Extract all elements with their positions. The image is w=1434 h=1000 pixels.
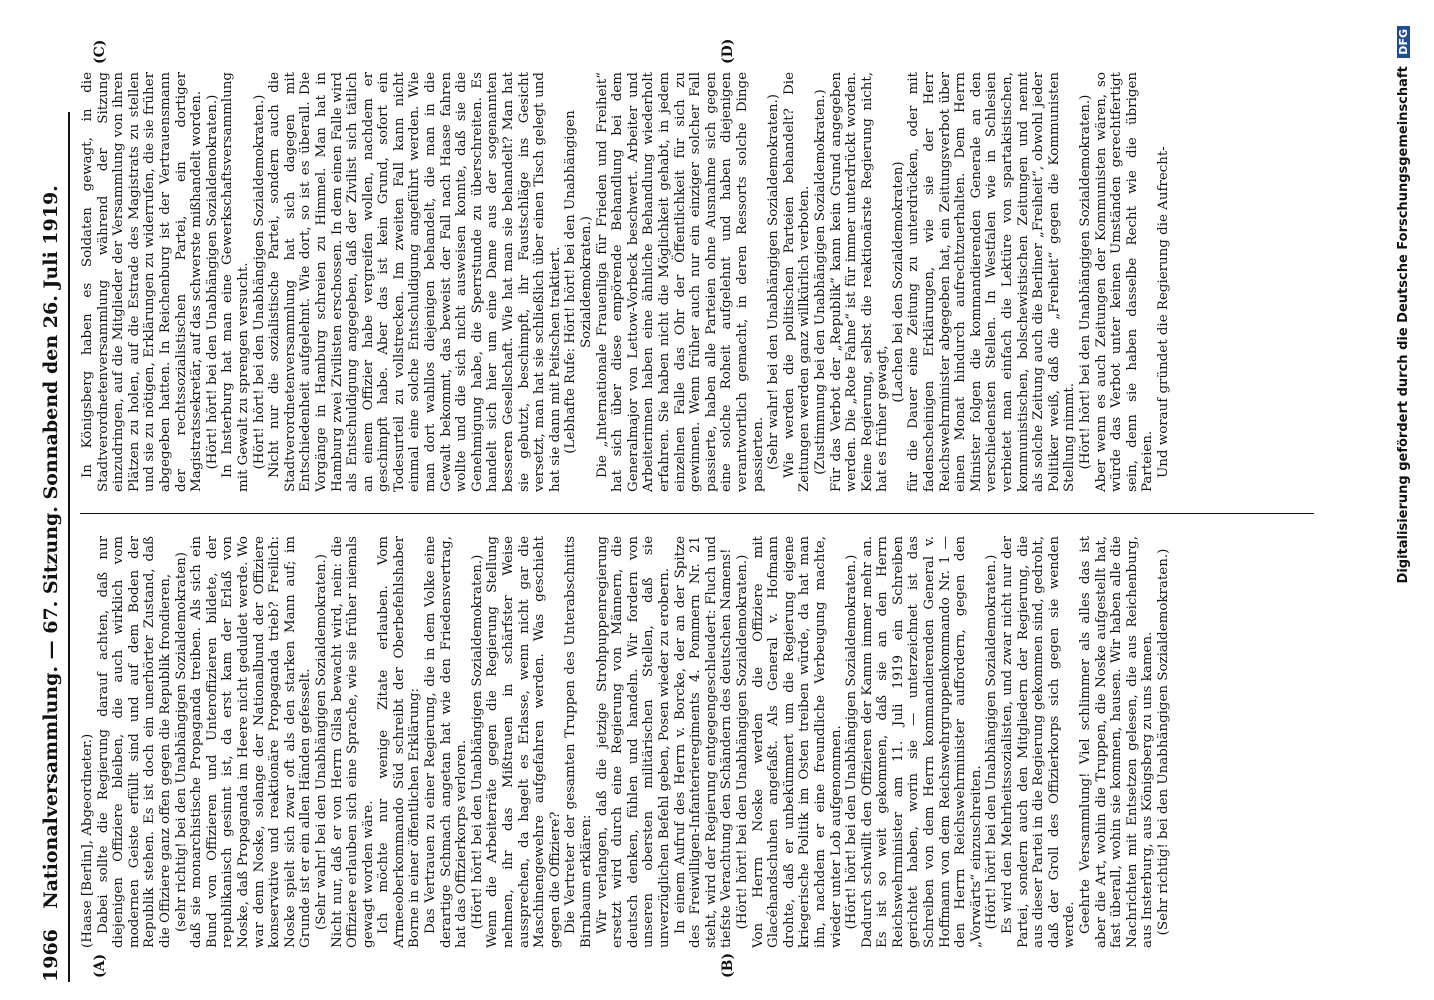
margin-marker-c: (C): [92, 39, 108, 64]
paragraph: (Hört! hört! bei den Unabhängigen Sozialdemokraten.): [734, 554, 750, 930]
paragraph: (Hört! hört! bei den Unabhängigen Sozialdemokraten.): [469, 554, 485, 930]
dfg-logo: DFG: [1397, 26, 1410, 58]
paragraph: Ich möchte nur wenige Zitate erlauben. Vom Armeeoberkommando Süd schreibt der Oberbefehlshaber Borne in einer öffentlichen Erklärung:: [376, 536, 423, 948]
paragraph: (Hört! hört! bei den Unabhängigen Sozialdemokraten.): [844, 554, 860, 930]
paragraph: In Insterburg hat man eine Gewerkschaftsversammlung mit Gewalt zu sprengen versucht.: [220, 72, 251, 492]
paragraph: Und worauf gründet die Regierung die Aufrecht-: [1155, 146, 1171, 478]
paragraph: für die Dauer eine Zeitung zu unterdrücken, oder mit fadenscheinigen Erklärungen, wie sie der Herr Reichswehrminister abgegeben hat, ein Zeitungsverbot über einen Monat hindurch aufrechtzuerhalten. Dem Herrn Minister folgen die kommandierenden Generale an den verschiedensten Stellen. In Westfalen wie in Schlesien verbietet man einfach die Lektüre von spartakistischen, kommunistischen, bolschewistischen Zeitungen und nennt als solche Zeitung auch die Berliner „Freiheit“, obwohl jeder Politiker weiß, daß die „Freiheit“ gegen die Kommunisten Stellung nimmt.: [906, 72, 1078, 492]
paragraph: Das Vertrauen zu einer Regierung, die in dem Volke eine derartige Schmach angetan hat wie den Friedensvertrag, hat das Offizierkorps verloren.: [423, 536, 470, 948]
paragraph: Für das Verbot der „Republik“ kann kein Grund angegeben werden. Die „Rote Fahne“ ist für immer unterdrückt worden. Keine Regierung, selbst die reaktionärste Regierung nicht, hat es früher gewagt,: [828, 72, 891, 492]
column-divider: [80, 513, 1314, 514]
paragraph: (Zustimmung bei den Unabhängigen Sozialdemokraten.): [812, 89, 828, 475]
paragraph: Von Herrn Noske werden die Offiziere mit Glacéhandschuhen angefaßt. Als General v. Hofmann drohte, daß er unbekümmert um die Regierung eigene kriegerische Politik im Osten treiben würde, da hat man ihn, nachdem er eine freundliche Verbeugung machte, wieder unter Lob aufgenommen.: [750, 536, 844, 948]
margin-marker-d: (D): [720, 38, 736, 64]
credit-text: Digitalisierung gefördert durch die Deutsche Forschungsgemeinschaft: [1396, 66, 1411, 584]
paragraph: In Königsberg haben es Soldaten gewagt, in die Stadtverordnetenversammlung während der Sitzung einzudringen, auf die Mitglieder der Versammlung von ihren Plätzen zu holen, auf die Estrade des Magistrats zu stellen und sie zu nötigen, Erklärungen zu widerrufen, die sie früher abgegeben hatten. In Reichenburg ist der Vertrauensmann der rechtssozialistischen Partei, ein dortiger Magistratssekretär, auf das schwerste mißhandelt worden.: [80, 72, 205, 492]
paragraph: Es wird den Mehrheitssozialisten, und zwar nicht nur der Partei, sondern auch den Mitgliedern der Regierung, die aus dieser Partei in die Regierung gekommen sind, gedroht, daß der Groll des Offizierkorps sich gegen sie wenden werde.: [1000, 536, 1078, 948]
page-header: [38, 112, 70, 982]
paragraph: Wenn die Arbeiterräte gegen die Regierung Stellung nehmen, ihr das Mißtrauen in schärfster Weise aussprechen, da hagelt es Erlasse, wenn nicht gar die Maschinengewehre aufgefahren werden. Was geschieht gegen die Offiziere?: [485, 536, 563, 948]
right-text-column: [80, 72, 1316, 492]
paragraph: Aber wenn es auch Zeitungen der Kommunisten wären, so würde das Verbot unter keinen Umständen gerechtfertigt sein, denn sie haben dasselbe Recht wie die übrigen Parteien.: [1093, 72, 1156, 492]
paragraph: (Hört! hört! bei den Unabhängigen Sozialdemokraten.): [1078, 94, 1093, 470]
side-note: [1316, 0, 1416, 982]
left-text-column: [80, 536, 1316, 948]
paragraph: daß sie monarchistische Propaganda treiben. Als sich ein Bund von Offizieren und Unteroffizieren bildete, der republikanisch gesinnt ist, da erst kam der Erlaß von Noske, daß Propaganda im Heere nicht geduldet werde. Wo war denn Noske, solange der Nationalbund der Offiziere konservative und reaktionäre Propaganda trieb? Freilich: Noske spielt sich zwar oft als den starken Mann auf; im Grunde ist er ein allen Händen gefesselt.: [189, 536, 314, 948]
paragraph: (Sehr wahr! bei den Unabhängigen Sozialdemokraten.): [766, 93, 782, 471]
paragraph: Nicht nur die sozialistische Partei, sondern auch die Stadtverordnetenversammlung hat sich dagegen mit Entschiedenheit aufgelehnt. Wie dort, so ist es überall. Die Vorgänge in Hamburg schreien zu Himmel. Man hat in Hamburg zwei Zivilisten erschossen. In dem einen Falle wird als Entschuldigung angegeben, daß der Zivilist sich tätlich an einem Offizier habe vergreifen wollen, nachdem er geschimpft habe. Aber das ist kein Grund, sofort ein Todesurteil zu vollstrecken. Im zweiten Fall kann nicht einmal eine solche Entschuldigung angeführt werden. Wie man dort wahllos diejenigen behandelt, die man in die Gewalt bekommt, das beweist der Fall nach Haase fahren wollte und die sich nicht ausweisen konnte, daß sie die Genehmigung habe, die Sperrstunde zu überschreiten. Es handelt sich hier um eine Dame aus der sogenannten besseren Gesellschaft. Wie hat man sie behandelt? Man hat sie gebutzt, beschimpft, ihr Faustschläge ins Gesicht versetzt, man hat sie schließlich über einen Tisch gelegt und hat sie dann mit Peitschen traktiert.: [267, 72, 563, 492]
paragraph: Wie werden die politischen Parteien behandelt? Die Zeitungen werden ganz willkürlich verboten.: [781, 72, 813, 492]
paragraph: (Hört! hört! bei den Unabhängigen Sozialdemokraten.): [984, 554, 1000, 930]
paragraph: In einem Aufruf des Herrn v. Borcke, der an der Spitze des Freiwilligen-Infanterieregiments 4. Pommern Nr. 21 steht, wird der Regierung entgegengeschleudert: Fluch und tiefste Verachtung den Schändern des deutschen Namens!: [672, 536, 735, 948]
paragraph: (Haase [Berlin], Abgeordneter.): [80, 733, 95, 948]
page-number: 1966: [40, 929, 62, 982]
paragraph: Die „Internationale Frauenliga für Frieden und Freiheit“ hat sich über diese empörende Behandlung bei dem Generalmajor von Lettow-Vorbeck beschwert. Arbeiter und Arbeiterinnen haben eine ähnliche Behandlung wiederholt erfahren. Sie haben nicht die Möglichkeit gehabt, in jedem einzelnen Falle das Ohr der Öffentlichkeit für sich zu gewinnen. Wenn früher auch nur ein einziger solcher Fall passierte, haben alle Parteien ohne Ausnahme sich gegen eine solche Roheit aufgelehnt und haben diejenigen verantwortlich gemacht, in deren Ressorts solche Dinge passierten.: [594, 72, 766, 492]
paragraph: (sehr richtig! bei den Unabhängigen Sozialdemokraten): [173, 551, 189, 933]
header-title: Nationalversammlung. — 67. Sitzung. Sonnabend den 26. Juli 1919.: [40, 185, 62, 909]
margin-marker-a: (A): [92, 953, 108, 978]
paragraph: Dadurch schwillt den Offizieren der Kamm immer mehr an. Es ist so weit gekommen, daß sie an den Herrn Reichswehrminister am 11. Juli 1919 ein Schreiben gerichtet haben, worin sie — unterzeichnet ist das Schreiben von dem Herrn kommandierenden General v. Hoffmann von dem Reichswehrgruppenkommando Nr. 1 — den Herrn Reichswehrminister auffordern, gegen den „Vorwärts“ einzuschreiten.: [859, 536, 984, 948]
paragraph: (Lebhafte Rufe: Hört! hört! bei den Unabhängigen Sozialdemokraten.): [563, 110, 594, 454]
paragraph: Wir verlangen, daß die jetzige Strohpuppenregierung ersetzt wird durch eine Regierung von Männern, die deutsch denken, fühlen und handeln. Wir fordern von unseren obersten militärischen Stellen, daß sie unverzüglichen Befehl geben, Posen wieder zu erobern.: [594, 536, 672, 948]
paragraph: (Sehr richtig! bei den Unabhängigen Sozialdemokraten.): [1155, 548, 1171, 936]
paragraph: (Lachen bei den Sozialdemokraten): [890, 161, 906, 403]
margin-marker-b: (B): [720, 952, 736, 978]
digitization-credit: [1396, 26, 1411, 583]
paragraph: Die Vertreter der gesamten Truppen des Unterabschnitts Birnbaum erklären:: [563, 536, 594, 948]
paragraph: Dabei sollte die Regierung darauf achten, daß nur diejenigen Offiziere bleiben, die auch wirklich vom modernen Geiste erfüllt sind und auf dem Boden der Republik stehen. Es ist doch ein unerhörter Zustand, daß die Offiziere ganz offen gegen die Republik frondieren,: [95, 536, 173, 948]
paragraph: (Hört! hört! bei den Unabhängigen Sozialdemokraten.): [251, 94, 267, 470]
paragraph: (Hört! hört! bei den Unabhängigen Sozialdemokraten.): [204, 94, 220, 470]
paragraph: Geehrte Versammlung! Viel schlimmer als alles das ist aber die Art, wohin die Truppen, die Noske aufgestellt hat, fast überall, wohin sie kommen, hausen. Wir haben alle die Nachrichten mit Entsetzen gelesen, die aus Reichenburg, aus Insterburg, aus Königsberg zu uns kamen.: [1078, 536, 1156, 948]
paragraph: Nicht nur, daß er von Herrn Gilsa bewacht wird, nein: die Offiziere erlauben sich eine Sprache, wie sie früher niemals gewagt worden wäre.: [329, 536, 376, 948]
paragraph: (Sehr wahr! bei den Unabhängigen Sozialdemokraten.): [313, 553, 329, 931]
